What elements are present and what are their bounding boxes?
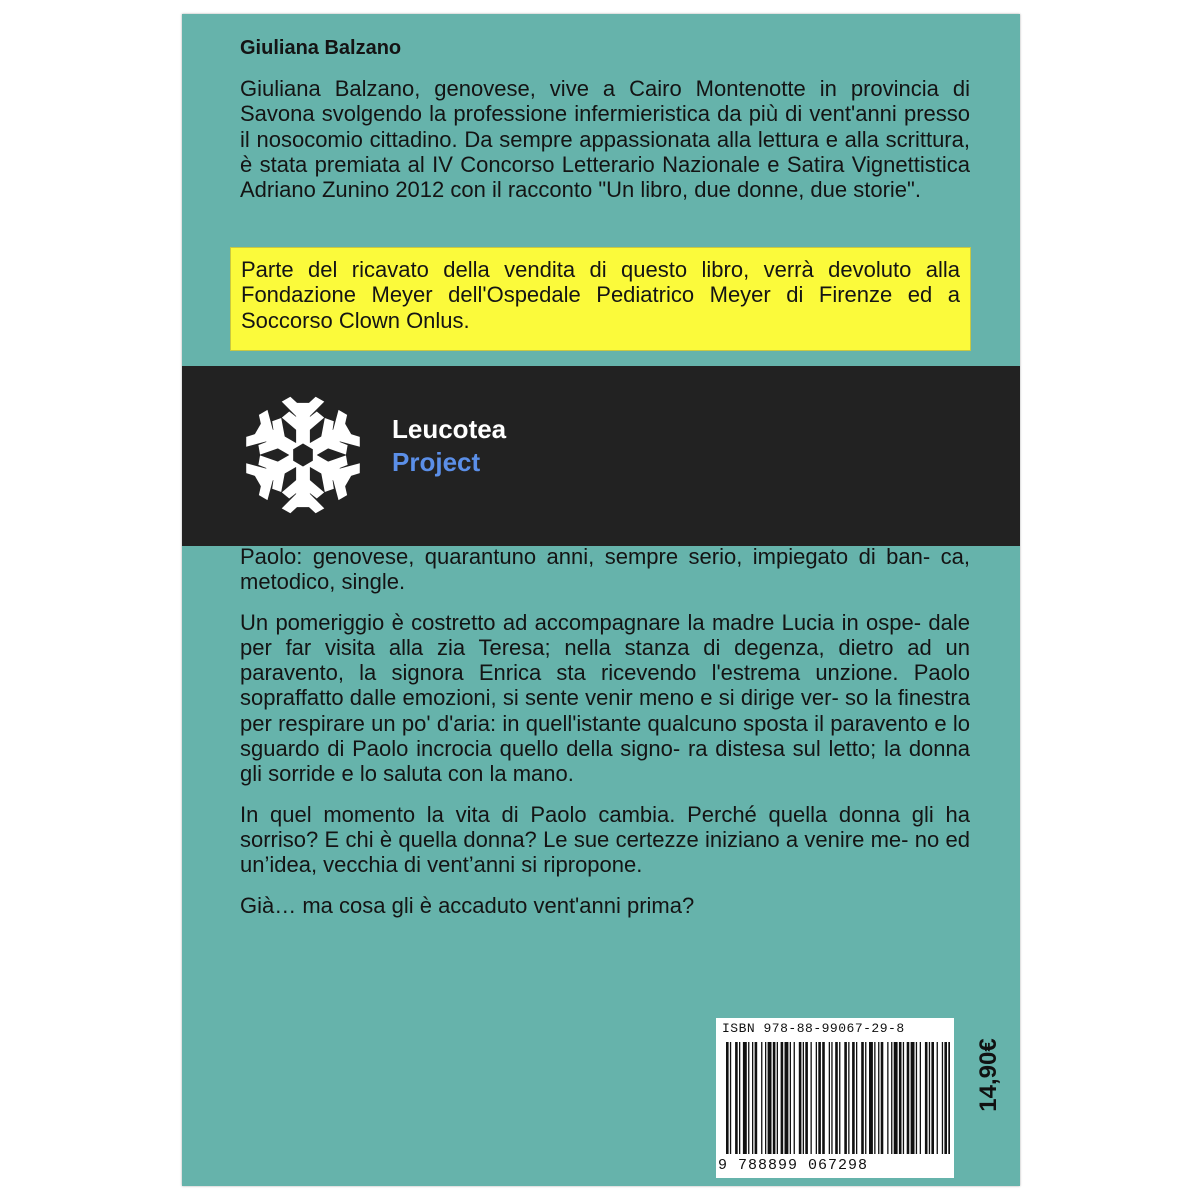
barcode-bar bbox=[874, 1042, 875, 1154]
barcode-bar bbox=[829, 1042, 830, 1154]
synopsis-line: no ed un’idea, vecchia di vent’anni si ripropone. bbox=[240, 826, 970, 878]
donation-notice bbox=[230, 247, 971, 351]
synopsis-line: sorriso? E chi è quella donna? Le sue certezze iniziano a venire me- bbox=[240, 826, 909, 852]
barcode-bar bbox=[835, 1042, 838, 1154]
barcode-bar bbox=[869, 1042, 873, 1154]
barcode-bar bbox=[811, 1042, 812, 1154]
barcode-bar bbox=[765, 1042, 766, 1154]
barcode-digits: 9 788899 067298 bbox=[718, 1157, 869, 1174]
price: 14,90€ bbox=[975, 1038, 1002, 1112]
donation-line: Parte del ricavato della vendita di questo libro, verrà devoluto alla bbox=[241, 257, 960, 282]
synopsis-line: sposta il paravento e lo sguardo di Paolo incrocia quello della signo- bbox=[240, 710, 970, 762]
barcode-bar bbox=[894, 1042, 898, 1154]
barcode-bar bbox=[856, 1042, 857, 1154]
author-name: Giuliana Balzano bbox=[240, 37, 402, 59]
barcode-bar bbox=[839, 1042, 840, 1154]
barcode-bar bbox=[748, 1042, 749, 1154]
barcode-bars bbox=[726, 1042, 950, 1154]
synopsis bbox=[240, 544, 970, 933]
barcode-bar bbox=[794, 1042, 795, 1154]
barcode-bar bbox=[861, 1042, 864, 1154]
bio-line: Giuliana Balzano, genovese, vive a Cairo Montenotte in provincia di bbox=[240, 76, 970, 101]
barcode-bar bbox=[790, 1042, 791, 1154]
synopsis-line: so la finestra per respirare un po' d'aria: in quell'istante qualcuno bbox=[240, 685, 970, 736]
barcode-bar bbox=[903, 1042, 904, 1154]
publisher-name: Leucotea bbox=[392, 414, 507, 444]
synopsis-line: Paolo sopraffatto dalle emozioni, si sente venir meno e si dirige ver- bbox=[240, 660, 971, 711]
bio-line: presso il nosocomio cittadino. Da sempre appassionata alla lettura e bbox=[240, 101, 970, 152]
barcode-bar bbox=[799, 1042, 802, 1154]
synopsis-line: dale per far visita alla zia Teresa; nella stanza di degenza, dietro ad bbox=[240, 609, 970, 660]
barcode-bar bbox=[768, 1042, 772, 1154]
barcode-bar bbox=[816, 1042, 817, 1154]
barcode-bar bbox=[881, 1042, 884, 1154]
barcode-bar bbox=[785, 1042, 789, 1154]
synopsis-line: ca, metodico, single. bbox=[240, 544, 970, 595]
synopsis-paragraph bbox=[240, 893, 970, 918]
donation-line: Soccorso Clown Onlus. bbox=[241, 307, 470, 333]
barcode-bar bbox=[831, 1042, 832, 1154]
synopsis-paragraph bbox=[240, 802, 970, 878]
barcode-bar bbox=[848, 1042, 849, 1154]
isbn-label: ISBN 978-88-99067-29-8 bbox=[722, 1021, 905, 1036]
donation-line: Fondazione Meyer dell'Ospedale Pediatrico Meyer di Firenze ed a bbox=[241, 282, 960, 308]
synopsis-line: un paravento, la signora Enrica sta ricevendo l'estrema unzione. bbox=[240, 634, 970, 686]
synopsis-line: ra distesa sul letto; la donna gli sorride e lo saluta con la mano. bbox=[240, 736, 970, 787]
barcode-bar bbox=[929, 1042, 930, 1154]
bio-line: Savona svolgendo la professione infermieristica da più di vent'anni bbox=[240, 101, 897, 127]
bio-line: Satira Vignettistica Adriano Zunino 2012 con il racconto "Un libro, bbox=[240, 151, 970, 203]
barcode-bar bbox=[844, 1042, 847, 1154]
synopsis-paragraph bbox=[240, 610, 970, 787]
barcode-bar bbox=[920, 1042, 921, 1154]
synopsis-line: Paolo: genovese, quarantuno anni, sempre serio, impiegato di ban- bbox=[240, 544, 931, 569]
barcode-bar bbox=[761, 1042, 762, 1154]
barcode-bar bbox=[948, 1042, 950, 1154]
bio-line: due donne, due storie". bbox=[694, 177, 921, 203]
isbn-barcode bbox=[716, 1018, 954, 1178]
barcode-bar bbox=[743, 1042, 747, 1154]
barcode-bar bbox=[916, 1042, 917, 1154]
publisher-band bbox=[182, 366, 1020, 546]
barcode-bar bbox=[944, 1042, 947, 1154]
synopsis-line: Già… ma cosa gli è accaduto vent'anni prima? bbox=[240, 892, 695, 918]
snowflake-icon bbox=[244, 396, 362, 514]
barcode-bar bbox=[931, 1042, 934, 1154]
barcode-bar bbox=[777, 1042, 778, 1154]
barcode-bar bbox=[899, 1042, 902, 1154]
barcode-bar bbox=[803, 1042, 804, 1154]
synopsis-line: Un pomeriggio è costretto ad accompagnare la madre Lucia in ospe- bbox=[240, 609, 922, 635]
barcode-bar bbox=[805, 1042, 808, 1154]
author-bio bbox=[240, 76, 970, 202]
publisher-project-label: Project bbox=[392, 447, 481, 477]
barcode-bar bbox=[752, 1042, 753, 1154]
barcode-bar bbox=[739, 1042, 740, 1154]
barcode-bar bbox=[887, 1042, 888, 1154]
synopsis-paragraph bbox=[240, 544, 970, 595]
barcode-bar bbox=[818, 1042, 821, 1154]
barcode-bar bbox=[822, 1042, 825, 1154]
barcode-bar bbox=[726, 1042, 729, 1154]
bio-line: alla scrittura, è stata premiata al IV Concorso Letterario Nazionale e bbox=[240, 126, 970, 177]
barcode-bar bbox=[755, 1042, 758, 1154]
barcode-bar bbox=[735, 1042, 738, 1154]
barcode-bar bbox=[937, 1042, 938, 1154]
barcode-bar bbox=[781, 1042, 784, 1154]
book-back-cover bbox=[182, 14, 1020, 1186]
barcode-bar bbox=[865, 1042, 866, 1154]
barcode-bar bbox=[878, 1042, 879, 1154]
barcode-bar bbox=[942, 1042, 943, 1154]
barcode-bar bbox=[852, 1042, 855, 1154]
synopsis-line: In quel momento la vita di Paolo cambia. Perché quella donna gli ha bbox=[240, 801, 970, 827]
barcode-bar bbox=[773, 1042, 776, 1154]
barcode-bar bbox=[911, 1042, 915, 1154]
barcode-bar bbox=[730, 1042, 731, 1154]
barcode-bar bbox=[925, 1042, 928, 1154]
barcode-bar bbox=[891, 1042, 892, 1154]
barcode-bar bbox=[907, 1042, 910, 1154]
